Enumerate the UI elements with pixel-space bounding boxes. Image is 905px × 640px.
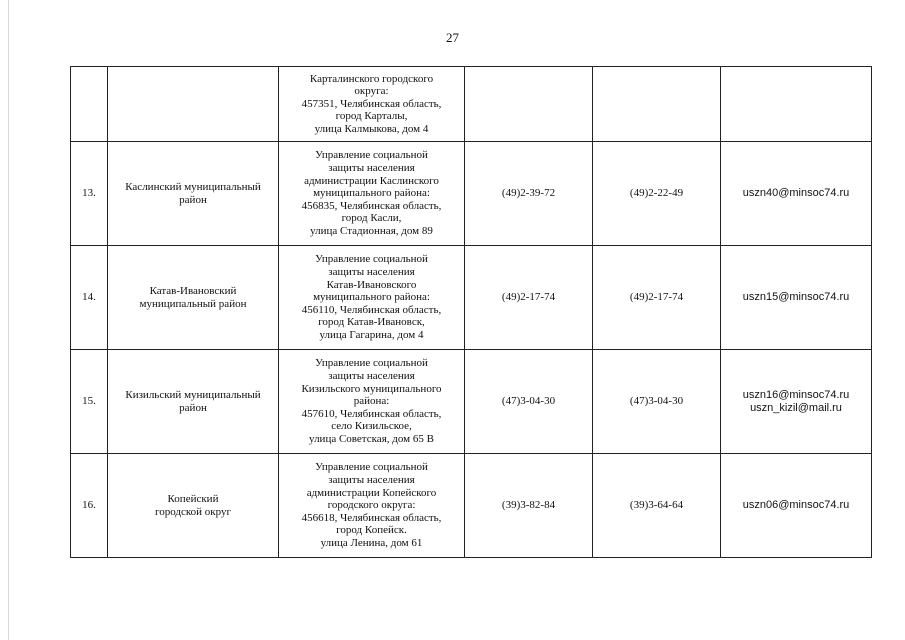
district-name: Каслинский муниципальный район <box>108 142 279 246</box>
office-address: Управление социальной защиты населения администрации Каслинского муниципального района: 456835, Челябинская область, город Касли, улица Стадионная, дом 89 <box>279 142 465 246</box>
table-row <box>71 142 872 246</box>
contacts-table <box>70 66 872 558</box>
phone-number: (47)3-04-30 <box>465 350 593 454</box>
row-number: 15. <box>71 350 108 454</box>
office-address: Управление социальной защиты населения Кизильского муниципального района: 457610, Челябинская область, село Кизильское, улица Советская, дом 65 В <box>279 350 465 454</box>
row-number: 14. <box>71 246 108 350</box>
row-number: 13. <box>71 142 108 246</box>
page-number: 27 <box>446 30 459 45</box>
scan-edge-line <box>8 0 9 640</box>
email-address <box>721 67 872 142</box>
phone-number: (39)3-82-84 <box>465 454 593 558</box>
email-address: uszn06@minsoc74.ru <box>721 454 872 558</box>
table-row <box>71 454 872 558</box>
office-address: Управление социальной защиты населения администрации Копейского городского округа: 456618, Челябинская область, город Копейск. улица Ленина, дом 61 <box>279 454 465 558</box>
row-number: 16. <box>71 454 108 558</box>
fax-number: (47)3-04-30 <box>593 350 721 454</box>
office-address: Управление социальной защиты населения Катав-Ивановского муниципального района: 456110, Челябинская область, город Катав-Ивановск, улица Гагарина, дом 4 <box>279 246 465 350</box>
phone-number: (49)2-17-74 <box>465 246 593 350</box>
fax-number <box>593 67 721 142</box>
district-name: Катав-Ивановский муниципальный район <box>108 246 279 350</box>
email-address: uszn16@minsoc74.ru uszn_kizil@mail.ru <box>721 350 872 454</box>
district-name <box>108 67 279 142</box>
table-row <box>71 67 872 142</box>
office-address: Карталинского городского округа: 457351, Челябинская область, город Карталы, улица Калмыкова, дом 4 <box>279 67 465 142</box>
email-address: uszn40@minsoc74.ru <box>721 142 872 246</box>
fax-number: (49)2-22-49 <box>593 142 721 246</box>
row-number <box>71 67 108 142</box>
email-address: uszn15@minsoc74.ru <box>721 246 872 350</box>
phone-number <box>465 67 593 142</box>
district-name: Копейский городской округ <box>108 454 279 558</box>
table-row <box>71 246 872 350</box>
fax-number: (49)2-17-74 <box>593 246 721 350</box>
district-name: Кизильский муниципальный район <box>108 350 279 454</box>
phone-number: (49)2-39-72 <box>465 142 593 246</box>
table-row <box>71 350 872 454</box>
fax-number: (39)3-64-64 <box>593 454 721 558</box>
